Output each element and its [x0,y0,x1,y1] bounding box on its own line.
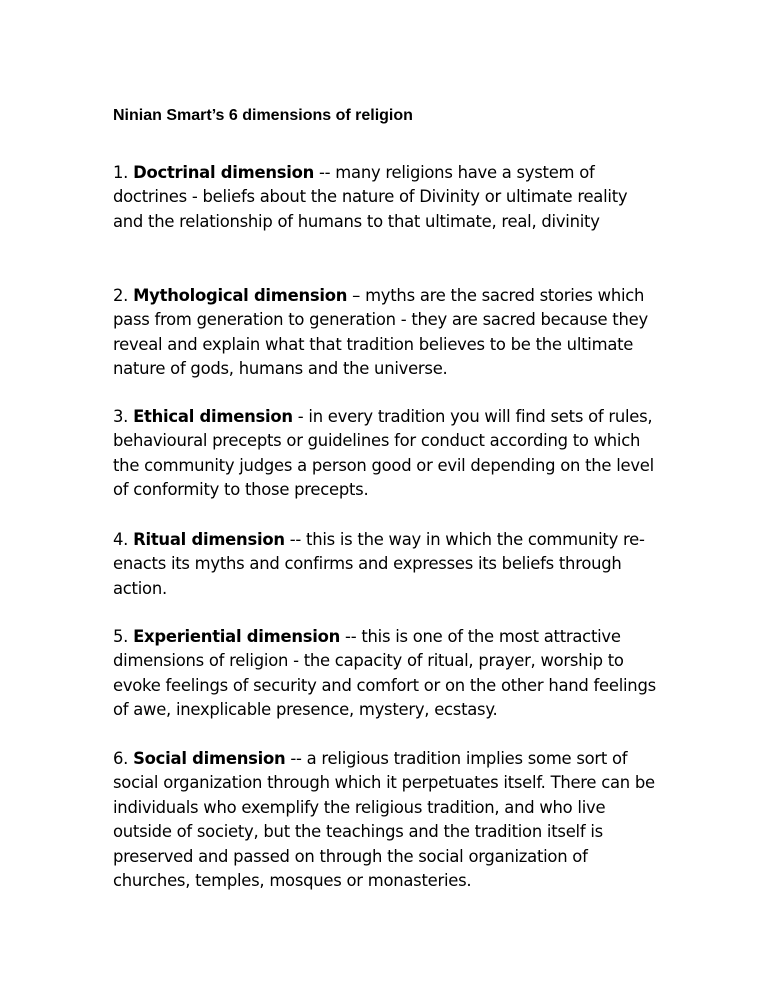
item-term: Ethical dimension [133,407,293,426]
item-term: Mythological dimension [133,286,348,305]
item-term: Social dimension [133,749,286,768]
item-number: 5. [113,627,134,646]
item-number: 3. [113,407,134,426]
item-term: Experiential dimension [133,627,341,646]
item-description: – myths are the sacred stories which pass from generation to generation - they are sacred because they reveal and explain what that tradition believes to be the ultimate nature of gods, humans and the universe. [113,286,648,379]
document-title: Ninian Smart’s 6 dimensions of religion [113,107,413,124]
item-number: 4. [113,530,134,549]
item-description: -- this is the way in which the community re-enacts its myths and confirms and expresses its beliefs through action. [113,530,645,598]
item-term: Doctrinal dimension [133,163,315,182]
dimension-item-doctrinal [113,161,658,234]
dimension-item-social [113,747,658,893]
item-description: -- many religions have a system of doctrines - beliefs about the nature of Divinity or ultimate reality and the relationship of humans to that ultimate, real, divinity [113,163,628,231]
item-term: Ritual dimension [133,530,285,549]
item-number: 1. [113,163,134,182]
item-number: 2. [113,286,134,305]
dimension-item-mythological [113,284,658,382]
dimension-item-experiential [113,625,658,723]
dimension-item-ethical [113,405,658,503]
item-description: -- this is one of the most attractive dimensions of religion - the capacity of ritual, prayer, worship to evoke feelings of security and comfort or on the other hand feelings of awe, inexplicable presence, mystery, ecstasy. [113,627,656,720]
item-description: - in every tradition you will find sets of rules, behavioural precepts or guidelines for conduct according to which the community judges a person good or evil depending on the level of conformity to those precepts. [113,407,654,500]
item-number: 6. [113,749,134,768]
item-description: -- a religious tradition implies some sort of social organization through which it perpetuates itself. There can be individuals who exemplify the religious tradition, and who live outside of society, but the teachings and the tradition itself is preserved and passed on through the social organization of churches, temples, mosques or monasteries. [113,749,655,891]
dimension-item-ritual [113,528,658,601]
